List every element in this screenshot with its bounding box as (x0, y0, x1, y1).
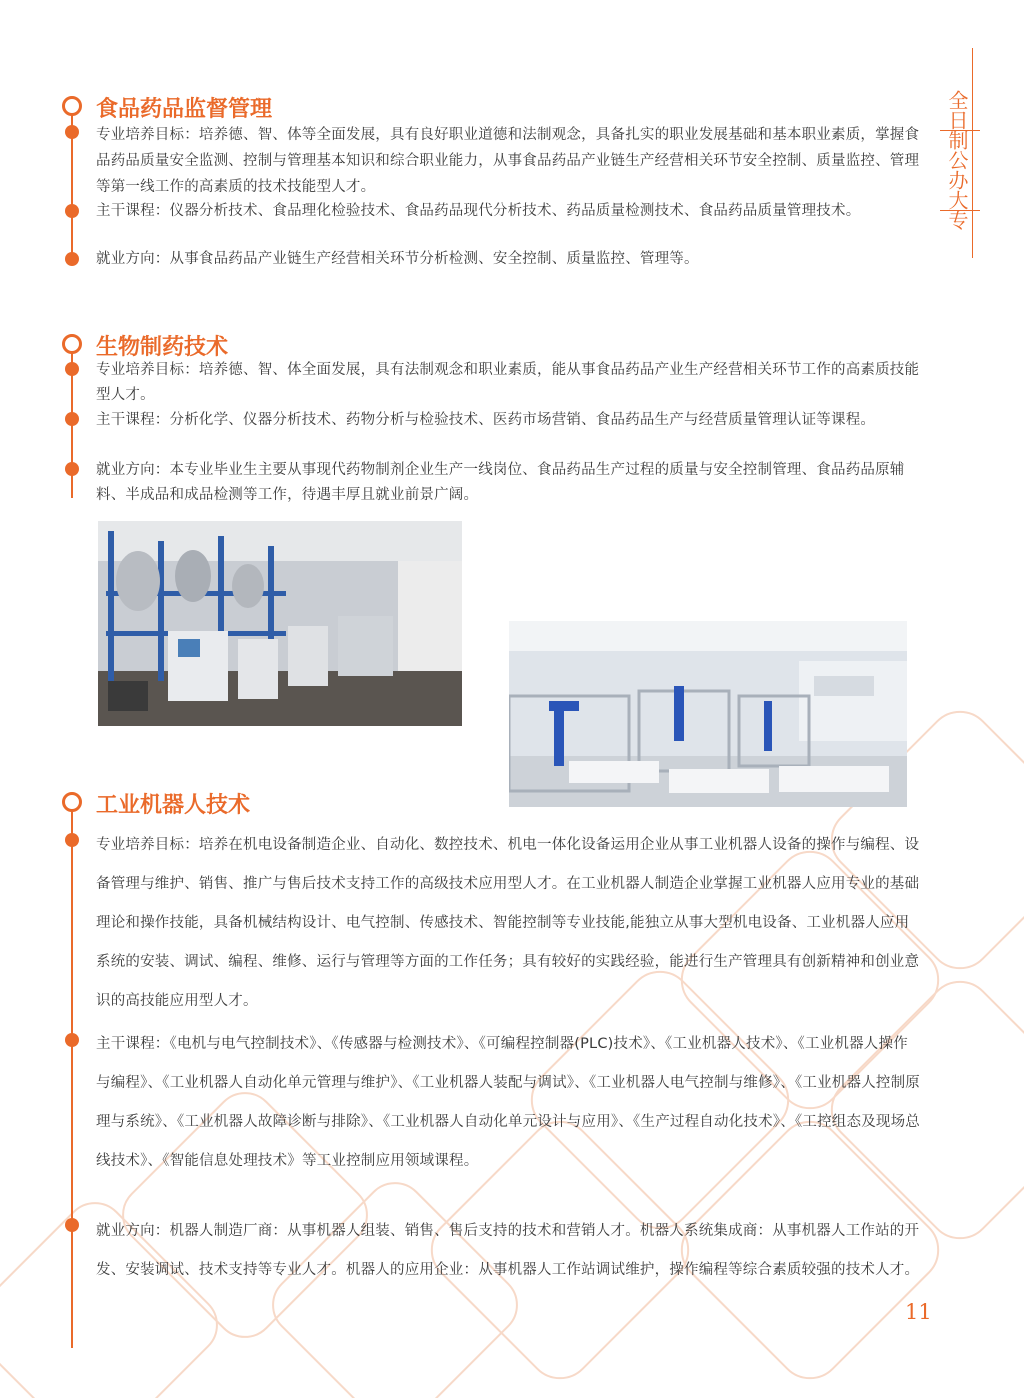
section-title: 生物制药技术 (96, 334, 229, 360)
section-paragraph: 主干课程：分析化学、仪器分析技术、药物分析与检验技术、医药市场营销、食品药品生产与经营质量管理认证等课程。 (96, 412, 876, 428)
section-paragraph: 专业培养目标：培养德、智、体等全面发展，具有良好职业道德和法制观念，具备扎实的职业发展基础和基本职业素质，掌握食品药品质量安全监测、控制与管理基本知识和综合职业能力，从事食品药品产业链生产经营相关环节安全控制、质量监控、管理等第一线工作的高素质的技术技能型人才。 (96, 127, 920, 195)
section-paragraph: 主干课程：仪器分析技术、食品理化检验技术、食品药品现代分析技术、药品质量检测技术、食品药品质量管理技术。 (96, 203, 861, 219)
section-paragraph: 专业培养目标：培养在机电设备制造企业、自动化、数控技术、机电一体化设备运用企业从事工业机器人设备的操作与编程、设备管理与维护、销售、推广与售后技术支持工作的高级技术应用型人才。在工业机器人制造企业掌握工业机器人应用专业的基础理论和操作技能，具备机械结构设计、电气控制、传感技术、智能控制等专业技能,能独立从事大型机电设备、工业机器人应用系统的安装、调试、编程、维修、运行与管理等方面的工作任务；具有较好的实践经验，能进行生产管理具有创新精神和创业意识的高技能应用型人才。 (96, 837, 920, 1009)
bullet-dot-icon (65, 833, 79, 847)
bullet-dot-icon (65, 1218, 79, 1232)
pharma-lab-photo (98, 521, 462, 726)
bullet-dot-icon (65, 462, 79, 476)
side-tab (940, 48, 974, 258)
bullet-dot-icon (65, 1033, 79, 1047)
side-tab-vertical-line (972, 48, 973, 258)
bullet-dot-icon (65, 362, 79, 376)
side-tab-label: 全日制公办大专 (945, 90, 969, 230)
bullet-dot-icon (65, 252, 79, 266)
section-paragraph: 就业方向：机器人制造厂商：从事机器人组装、销售、售后支持的技术和营销人才。机器人系统集成商：从事机器人工作站的开发、安装调试、技术支持等专业人才。机器人的应用企业：从事机器人工作站调试维护，操作编程等综合素质较强的技术人才。 (96, 1223, 920, 1278)
section-title: 食品药品监督管理 (96, 96, 273, 122)
bullet-dot-icon (65, 204, 79, 218)
page-number: 11 (905, 1300, 932, 1324)
robotics-lab-photo (509, 621, 907, 807)
section-paragraph: 主干课程：《电机与电气控制技术》、《传感器与检测技术》、《可编程控制器(PLC)技术》、《工业机器人技术》、《工业机器人操作与编程》、《工业机器人自动化单元管理与维护》、《工业机器人装配与调试》、《工业机器人电气控制与维修》、《工业机器人控制原理与系统》、《工业机器人故障诊断与排除》、《工业机器人自动化单元设计与应用》、《生产过程自动化技术》、《工控组态及现场总线技术》、《智能信息处理技术》等工业控制应用领域课程。 (96, 1036, 920, 1169)
section-ring-icon (62, 334, 82, 354)
bullet-dot-icon (65, 125, 79, 139)
section-rail (71, 808, 73, 1348)
section-paragraph: 专业培养目标：培养德、智、体全面发展，具有法制观念和职业素质，能从事食品药品产业生产经营相关环节工作的高素质技能型人才。 (96, 362, 920, 403)
section-title: 工业机器人技术 (96, 792, 251, 818)
section-ring-icon (62, 96, 82, 116)
section-paragraph: 就业方向：从事食品药品产业链生产经营相关环节分析检测、安全控制、质量监控、管理等。 (96, 251, 699, 267)
section-ring-icon (62, 792, 82, 812)
bullet-dot-icon (65, 412, 79, 426)
section-paragraph: 就业方向：本专业毕业生主要从事现代药物制剂企业生产一线岗位、食品药品生产过程的质量与安全控制管理、食品药品原辅料、半成品和成品检测等工作，待遇丰厚且就业前景广阔。 (96, 462, 905, 503)
